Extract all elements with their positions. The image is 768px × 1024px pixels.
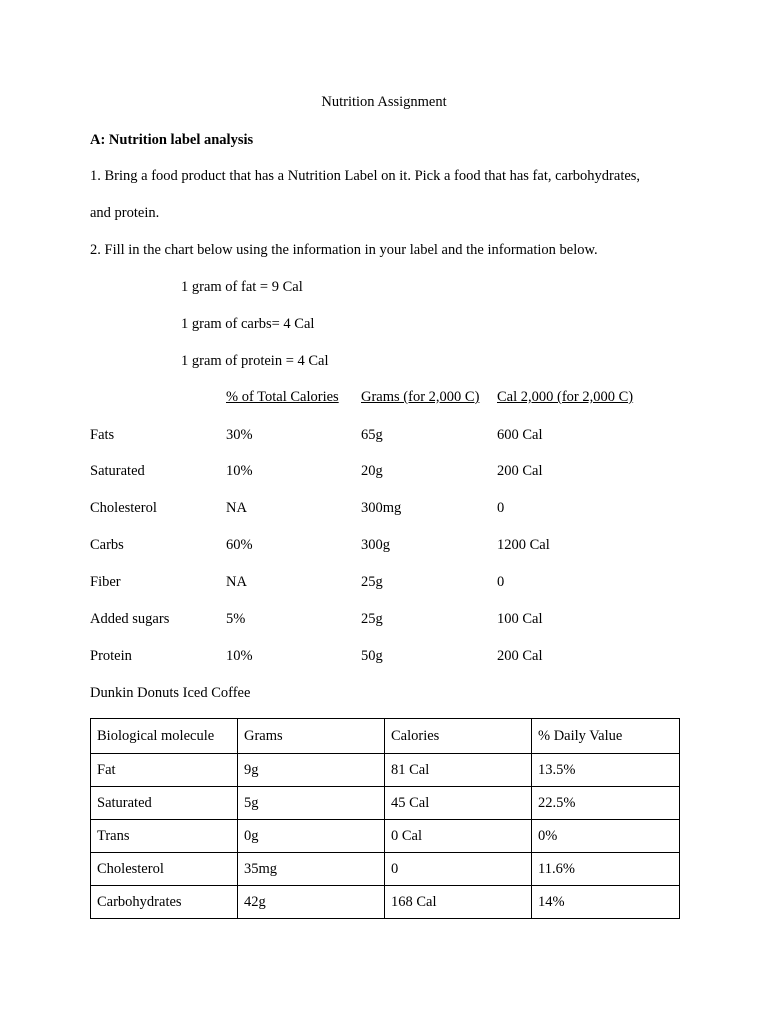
chart-cell: 25g (361, 611, 383, 627)
chart-row-label: Saturated (90, 463, 145, 479)
table-row (91, 886, 680, 919)
table-header-cell: % Daily Value (532, 719, 680, 754)
chart-row-label: Cholesterol (90, 500, 157, 516)
chart-cell: 300mg (361, 500, 402, 516)
instruction-step-1: 1. Bring a food product that has a Nutrition Label on it. Pick a food that has fat, carbohydrates, (90, 168, 641, 184)
table-header-cell: Grams (238, 719, 385, 754)
table-cell: 22.5% (532, 787, 680, 820)
chart-cell: 300g (361, 537, 390, 553)
table-row (91, 787, 680, 820)
table-row (91, 754, 680, 787)
chart-cell: 600 Cal (497, 427, 543, 443)
chart-header-percent-calories: % of Total Calories (226, 389, 339, 405)
chart-cell: 0 (497, 500, 505, 516)
chart-row-label: Added sugars (90, 611, 170, 627)
chart-row-label: Fats (90, 427, 115, 443)
chart-cell: 200 Cal (497, 648, 543, 664)
table-cell: 168 Cal (385, 886, 532, 919)
document-title: Nutrition Assignment (321, 94, 447, 110)
section-heading: A: Nutrition label analysis (90, 132, 254, 148)
table-cell: 42g (238, 886, 385, 919)
table-cell: 11.6% (532, 853, 680, 886)
chart-cell: 20g (361, 463, 383, 479)
chart-cell: 1200 Cal (497, 537, 550, 553)
conversion-fat: 1 gram of fat = 9 Cal (181, 279, 303, 295)
table-cell: 81 Cal (385, 754, 532, 787)
chart-cell: NA (226, 574, 247, 590)
product-name: Dunkin Donuts Iced Coffee (90, 685, 251, 701)
chart-cell: 100 Cal (497, 611, 543, 627)
table-cell: Cholesterol (91, 853, 238, 886)
table-cell: 0 (385, 853, 532, 886)
table-header-cell: Biological molecule (91, 719, 238, 754)
table-cell: 5g (238, 787, 385, 820)
chart-cell: 60% (226, 537, 253, 553)
table-row (91, 853, 680, 886)
nutrition-table (90, 718, 680, 919)
conversion-carbs: 1 gram of carbs= 4 Cal (181, 316, 315, 332)
chart-row-label: Carbs (90, 537, 124, 553)
table-cell: 0g (238, 820, 385, 853)
chart-cell: 25g (361, 574, 383, 590)
table-cell: 0 Cal (385, 820, 532, 853)
chart-cell: 10% (226, 463, 253, 479)
table-cell: 45 Cal (385, 787, 532, 820)
chart-header-grams: Grams (for 2,000 C) (361, 389, 480, 405)
chart-row-label: Fiber (90, 574, 121, 590)
table-cell: 0% (532, 820, 680, 853)
chart-cell: 5% (226, 611, 246, 627)
table-row (91, 820, 680, 853)
table-header-cell: Calories (385, 719, 532, 754)
chart-header-calories: Cal 2,000 (for 2,000 C) (497, 389, 634, 405)
conversion-protein: 1 gram of protein = 4 Cal (181, 353, 329, 369)
instruction-step-1-continued: and protein. (90, 205, 160, 221)
chart-cell: NA (226, 500, 247, 516)
chart-cell: 200 Cal (497, 463, 543, 479)
table-cell: 13.5% (532, 754, 680, 787)
table-cell: Fat (91, 754, 238, 787)
chart-cell: 65g (361, 427, 383, 443)
instruction-step-2: 2. Fill in the chart below using the information in your label and the information below. (90, 242, 598, 258)
table-cell: 14% (532, 886, 680, 919)
chart-cell: 50g (361, 648, 383, 664)
table-cell: 35mg (238, 853, 385, 886)
table-cell: 9g (238, 754, 385, 787)
chart-cell: 30% (226, 427, 253, 443)
table-cell: Saturated (91, 787, 238, 820)
table-cell: Trans (91, 820, 238, 853)
table-cell: Carbohydrates (91, 886, 238, 919)
chart-cell: 0 (497, 574, 505, 590)
chart-row-label: Protein (90, 648, 132, 664)
chart-cell: 10% (226, 648, 253, 664)
table-header-row (91, 719, 680, 754)
